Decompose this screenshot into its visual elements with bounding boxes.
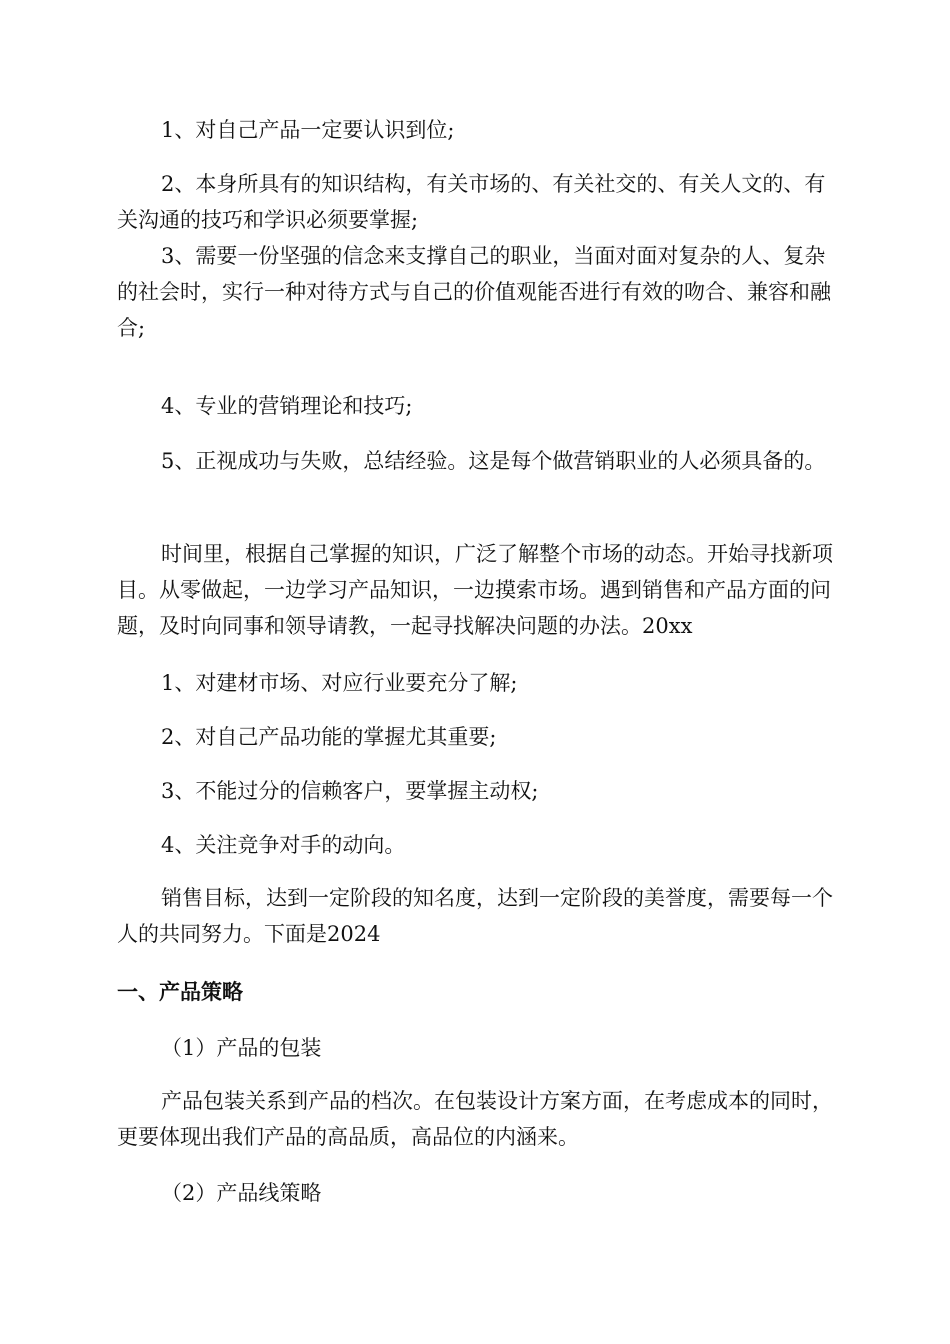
- paragraph-4: 4、专业的营销理论和技巧;: [161, 394, 413, 418]
- paragraph-1: 1、对自己产品一定要认识到位;: [161, 118, 455, 142]
- paragraph-10: 4、关注竞争对手的动向。: [161, 833, 406, 857]
- paragraph-3: 3、需要一份坚强的信念来支撑自己的职业，当面对面对复杂的人、复杂的社会时，实行一种对待方式与自己的价值观能否进行有效的吻合、兼容和融合;: [117, 244, 831, 340]
- subheading-packaging: （1）产品的包装: [161, 1036, 322, 1060]
- paragraph-9: 3、不能过分的信赖客户，要掌握主动权;: [161, 779, 539, 803]
- paragraph-5: 5、正视成功与失败，总结经验。这是每个做营销职业的人必须具备的。: [161, 449, 826, 473]
- paragraph-8: 2、对自己产品功能的掌握尤其重要;: [161, 725, 497, 749]
- paragraph-7: 1、对建材市场、对应行业要充分了解;: [161, 671, 518, 695]
- subheading-product-line: （2）产品线策略: [161, 1181, 322, 1205]
- paragraph-2: 2、本身所具有的知识结构，有关市场的、有关社交的、有关人文的、有关沟通的技巧和学识必须要掌握;: [117, 172, 826, 232]
- paragraph-6: 时间里，根据自己掌握的知识，广泛了解整个市场的动态。开始寻找新项目。从零做起，一边学习产品知识，一边摸索市场。遇到销售和产品方面的问题，及时向同事和领导请教，一起寻找解决问题的办法。20xx: [117, 542, 833, 638]
- paragraph-packaging: 产品包装关系到产品的档次。在包装设计方案方面，在考虑成本的同时，更要体现出我们产品的高品质，高品位的内涵来。: [117, 1089, 833, 1149]
- section-heading-product-strategy: 一、产品策略: [117, 980, 243, 1004]
- paragraph-11: 销售目标，达到一定阶段的知名度，达到一定阶段的美誉度，需要每一个人的共同努力。下面是2024: [117, 886, 833, 946]
